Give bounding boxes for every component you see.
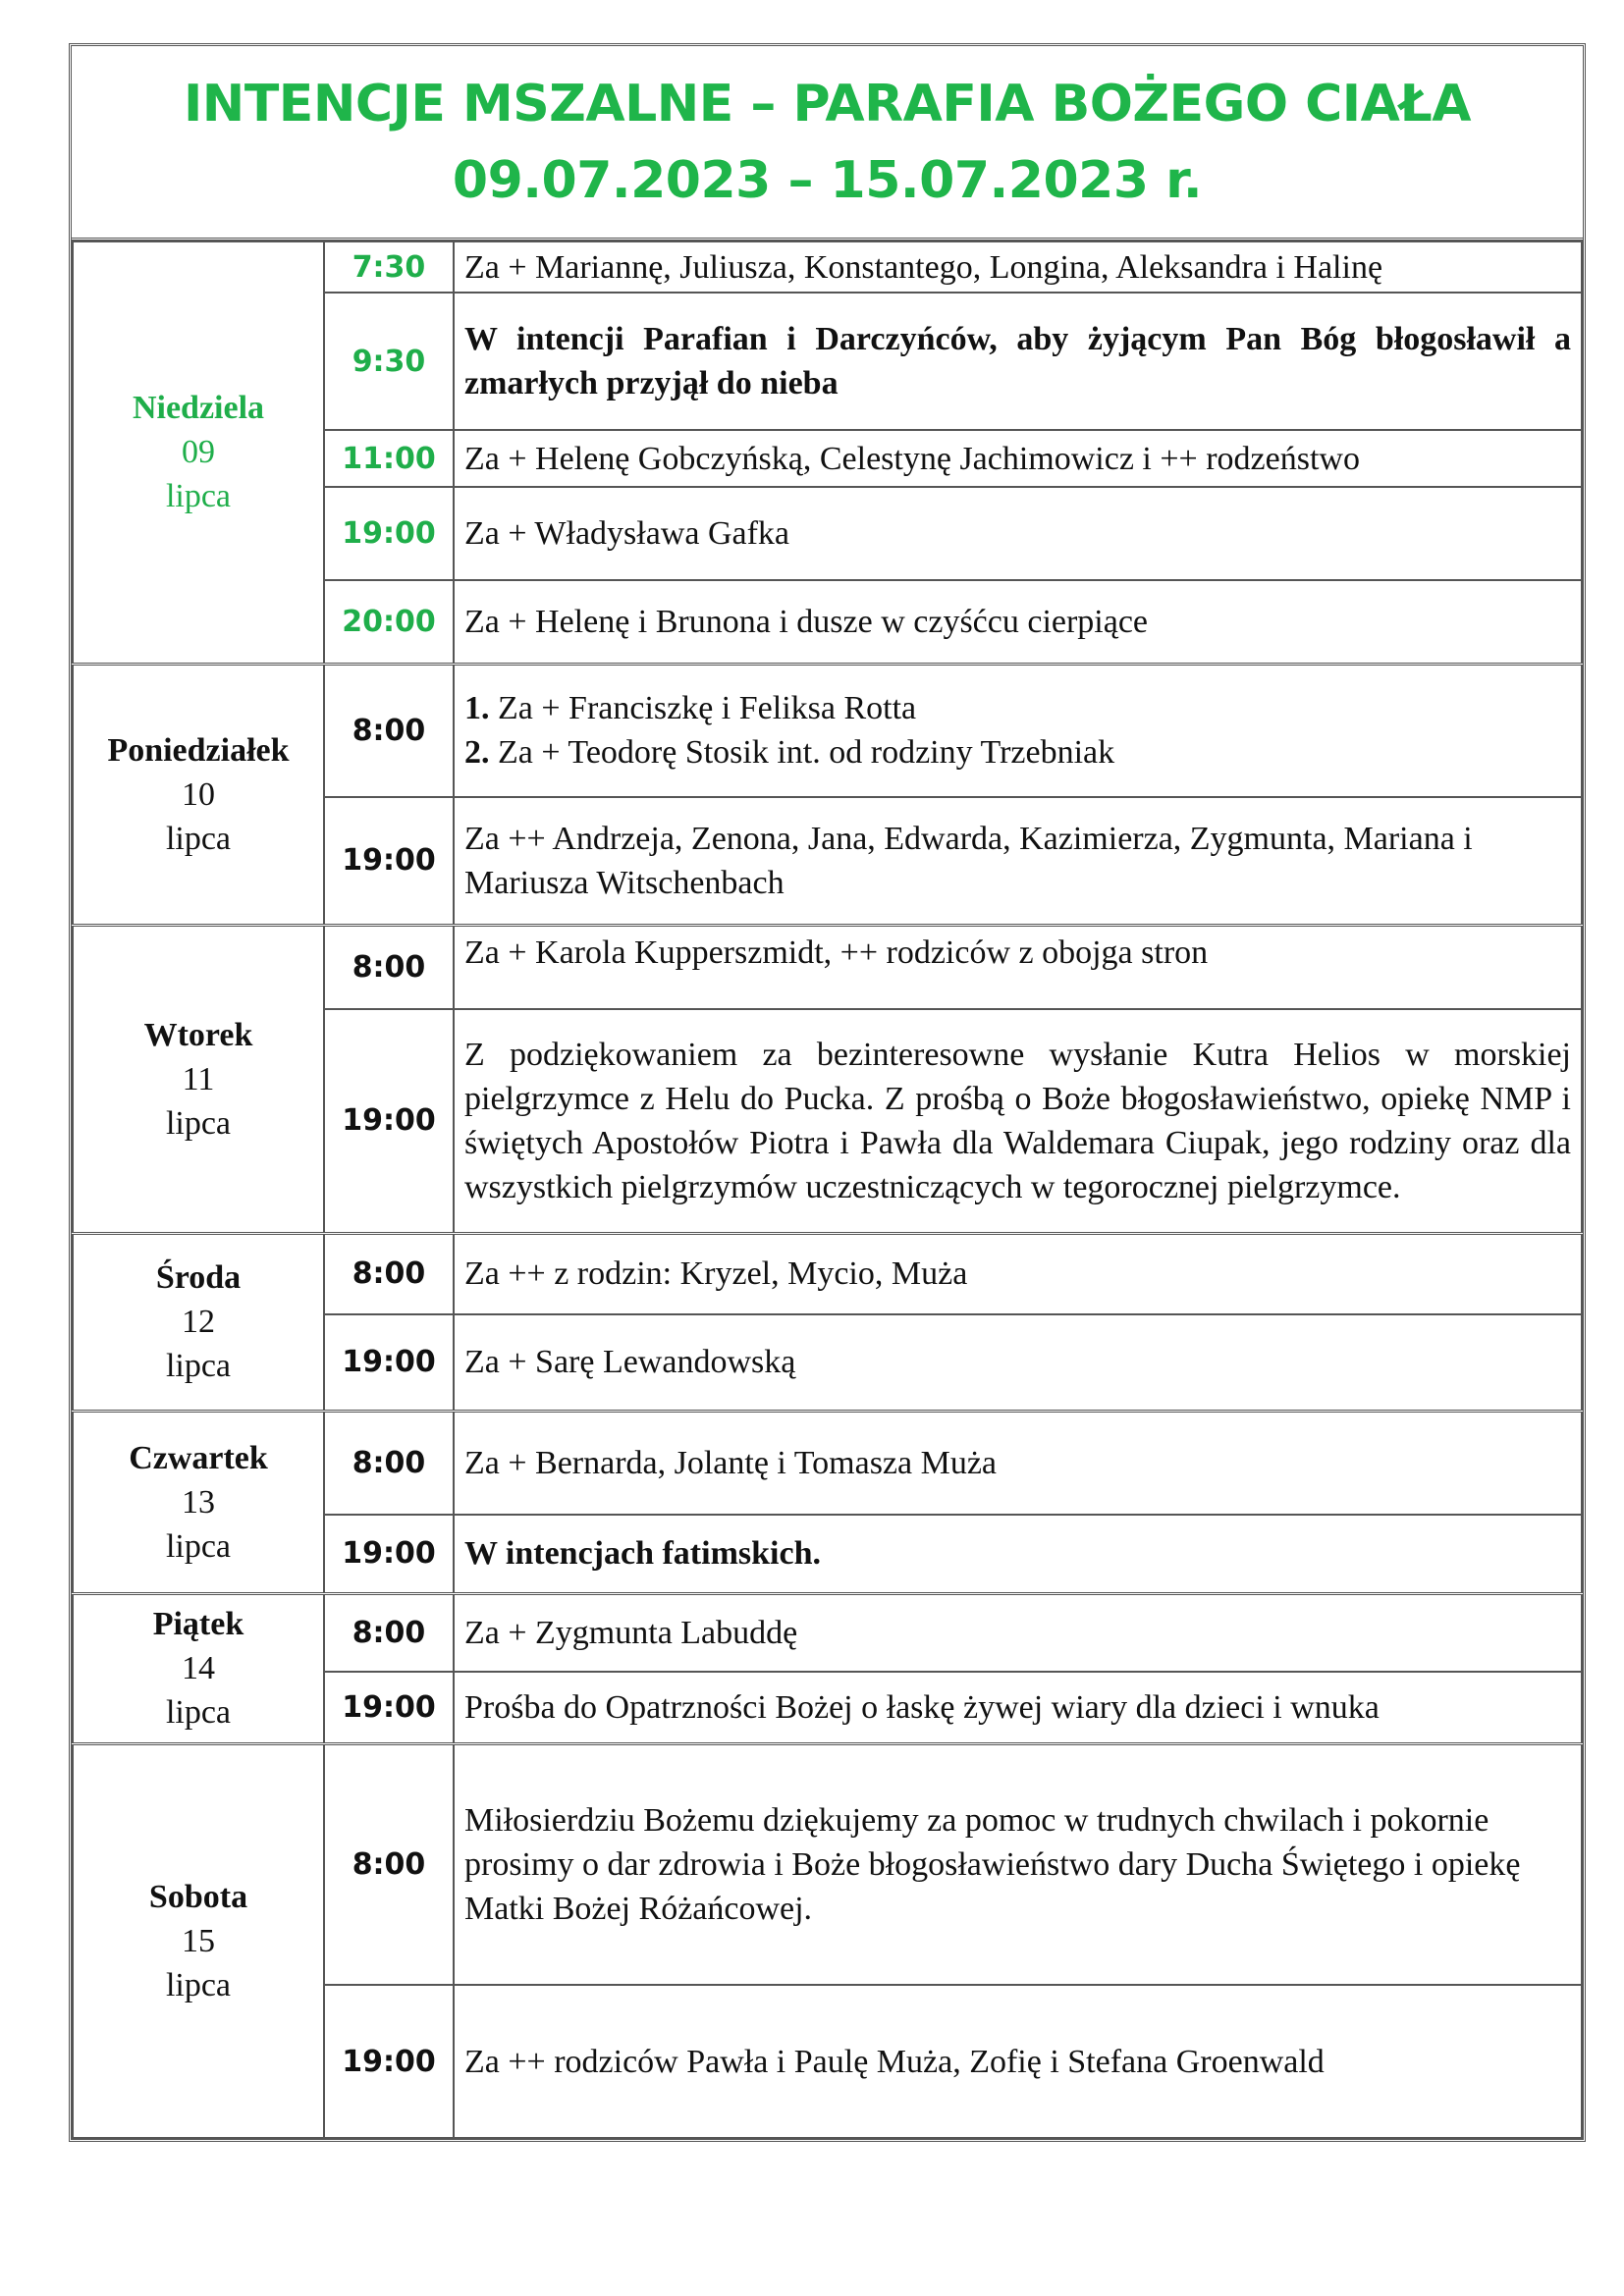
day-month: lipca <box>165 1348 232 1384</box>
schedule-table <box>72 240 1583 2139</box>
mass-time: 19:00 <box>324 487 454 580</box>
mass-time: 20:00 <box>324 580 454 664</box>
mass-intention: Z podziękowaniem za bezinteresowne wysłanie Kutra Helios w morskiej pielgrzymce z Helu do Pucka. Z prośbą o Boże błogosławieństwo, opiekę NMP i świętych Apostołów Piotra i Pawła dla Waldemara Ciupak, jego rodziny oraz dla wszystkich pielgrzymów uczestniczących w tegorocznej pielgrzymce. <box>454 1009 1582 1233</box>
mass-intention: Za + Bernarda, Jolantę i Tomasza Muża <box>454 1411 1582 1515</box>
mass-intention: Miłosierdziu Bożemu dziękujemy za pomoc w trudnych chwilach i pokornie prosimy o dar zdrowia i Boże błogosławieństwo dary Ducha Świętego i opiekę Matki Bożej Różańcowej. <box>454 1743 1582 1985</box>
day-name: Niedziela <box>132 390 265 427</box>
title-line-1: INTENCJE MSZALNE – PARAFIA BOŻEGO CIAŁA <box>183 74 1472 133</box>
table-row <box>73 241 1582 293</box>
day-name: Poniedziałek <box>107 731 290 769</box>
intention-number: 2. <box>464 734 490 772</box>
day-cell-friday <box>73 1593 324 1743</box>
page-title <box>72 46 1583 240</box>
mass-intention: Za ++ Andrzeja, Zenona, Jana, Edwarda, Kazimierza, Zygmunta, Mariana i Mariusza Witschenbach <box>454 797 1582 925</box>
intention-number: 1. <box>464 690 490 727</box>
mass-intention: W intencji Parafian i Darczyńców, aby żyjącym Pan Bóg błogosławił a zmarłych przyjął do nieba <box>454 293 1582 430</box>
day-number: 12 <box>182 1304 215 1340</box>
table-row <box>73 1411 1582 1515</box>
day-month: lipca <box>165 1694 232 1731</box>
day-number: 13 <box>182 1483 215 1521</box>
day-number: 14 <box>182 1650 215 1686</box>
mass-intention: Za + Karola Kupperszmidt, ++ rodziców z obojga stron <box>454 925 1582 1009</box>
day-cell-sunday <box>73 241 324 664</box>
mass-time: 19:00 <box>324 1985 454 2138</box>
mass-time: 11:00 <box>324 430 454 487</box>
day-cell-saturday <box>73 1743 324 2138</box>
day-month: lipca <box>165 1104 232 1142</box>
mass-intention: Prośba do Opatrzności Bożej o łaskę żywej wiary dla dzieci i wnuka <box>454 1672 1582 1743</box>
mass-intention: Za ++ rodziców Pawła i Paulę Muża, Zofię i Stefana Groenwald <box>454 1985 1582 2138</box>
day-month: lipca <box>165 478 232 515</box>
day-name: Piątek <box>152 1606 244 1642</box>
mass-time: 9:30 <box>324 293 454 430</box>
day-number: 11 <box>182 1060 215 1097</box>
mass-intention: Za + Sarę Lewandowską <box>454 1314 1582 1411</box>
mass-intention: W intencjach fatimskich. <box>454 1515 1582 1593</box>
table-row <box>73 1743 1582 1985</box>
mass-time: 8:00 <box>324 1411 454 1515</box>
day-cell-wednesday <box>73 1233 324 1411</box>
day-number: 10 <box>182 775 215 813</box>
table-row <box>73 1233 1582 1314</box>
intention-text: Za + Franciszkę i Feliksa Rotta <box>498 690 917 727</box>
mass-time: 19:00 <box>324 1314 454 1411</box>
intention-text: Za + Teodorę Stosik int. od rodziny Trzebniak <box>498 734 1115 772</box>
day-month: lipca <box>165 1966 232 2003</box>
mass-time: 19:00 <box>324 1009 454 1233</box>
mass-time: 8:00 <box>324 1743 454 1985</box>
mass-time: 8:00 <box>324 925 454 1009</box>
title-line-2: 09.07.2023 – 15.07.2023 r. <box>452 150 1203 210</box>
mass-time: 19:00 <box>324 797 454 925</box>
mass-time: 7:30 <box>324 241 454 293</box>
mass-intention: Za + Władysława Gafka <box>454 487 1582 580</box>
day-cell-tuesday <box>73 925 324 1233</box>
intentions-sheet <box>69 43 1586 2142</box>
mass-intention: Za + Zygmunta Labuddę <box>454 1593 1582 1672</box>
mass-time: 19:00 <box>324 1672 454 1743</box>
mass-time: 8:00 <box>324 1593 454 1672</box>
day-month: lipca <box>165 1527 232 1565</box>
day-name: Sobota <box>148 1878 248 1915</box>
mass-intention: Za + Helenę Gobczyńską, Celestynę Jachimowicz i ++ rodzeństwo <box>454 430 1582 487</box>
day-name: Środa <box>155 1259 242 1296</box>
mass-intention: Za ++ z rodzin: Kryzel, Mycio, Muża <box>454 1233 1582 1314</box>
day-month: lipca <box>165 820 232 857</box>
day-cell-monday <box>73 664 324 925</box>
day-number: 15 <box>182 1922 215 1959</box>
mass-intention: Za + Helenę i Brunona i dusze w czyśćcu cierpiące <box>454 580 1582 664</box>
table-row <box>73 664 1582 797</box>
mass-time: 8:00 <box>324 664 454 797</box>
table-row <box>73 1593 1582 1672</box>
day-cell-thursday <box>73 1411 324 1593</box>
day-name: Wtorek <box>143 1016 253 1053</box>
day-name: Czwartek <box>129 1439 268 1476</box>
table-row <box>73 925 1582 1009</box>
mass-time: 19:00 <box>324 1515 454 1593</box>
day-number: 09 <box>182 434 215 471</box>
mass-intention <box>454 664 1582 797</box>
mass-intention: Za + Mariannę, Juliusza, Konstantego, Longina, Aleksandra i Halinę <box>454 241 1582 293</box>
mass-time: 8:00 <box>324 1233 454 1314</box>
